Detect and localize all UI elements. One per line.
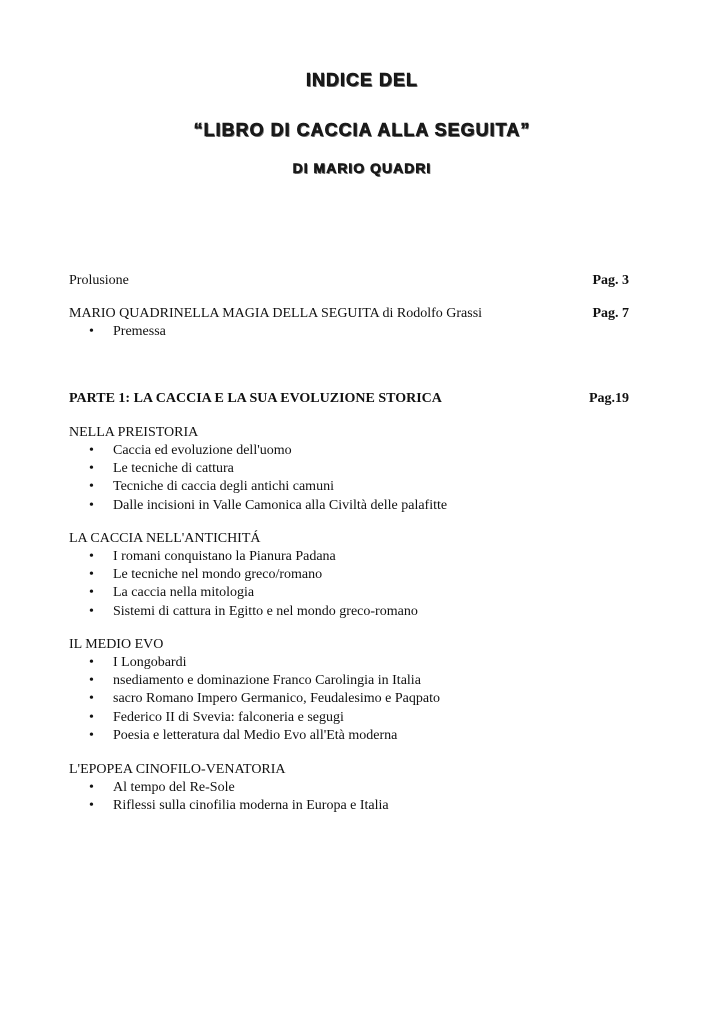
bullet-icon: • (89, 443, 94, 458)
section-heading-preistoria: NELLA PREISTORIA (69, 425, 199, 440)
toc-entry-parte-1 (69, 390, 629, 408)
bullet-icon: • (89, 798, 94, 814)
bullet-icon: • (89, 727, 94, 743)
list-item: • I Longobardi (69, 654, 440, 672)
section-list-medio-evo (69, 654, 440, 745)
section-list-epopea (69, 779, 389, 815)
list-item: • Le tecniche di cattura (69, 460, 447, 478)
toc-entry-magia (69, 305, 629, 323)
section-heading-medio-evo: IL MEDIO EVO (69, 637, 164, 652)
toc-page-ref: Pag.19 (588, 391, 629, 406)
bullet-icon: • (89, 479, 94, 495)
list-item: • Tecniche di caccia degli antichi camuni (69, 478, 447, 496)
bullet-icon: • (89, 603, 94, 619)
bullet-icon: • (89, 709, 94, 725)
list-item: • Sistemi di cattura in Egitto e nel mondo greco-romano (69, 603, 418, 621)
section-list-preistoria (69, 442, 447, 515)
bullet-icon: • (89, 673, 94, 689)
list-item: • Dalle incisioni in Valle Camonica alla Civiltà delle palafitte (69, 497, 447, 515)
bullet-icon: • (89, 655, 94, 670)
bullet-icon: • (89, 324, 94, 339)
bullet-icon: • (89, 567, 94, 583)
toc-page-ref: Pag. 3 (592, 273, 629, 288)
list-item: • nsediamento e dominazione Franco Carolingia in Italia (69, 672, 440, 690)
bullet-icon: • (89, 549, 94, 564)
toc-subitems-magia (69, 323, 166, 341)
list-item: • Premessa (69, 323, 166, 341)
section-heading-antichita: LA CACCIA NELL'ANTICHITÁ (69, 531, 261, 546)
toc-entry-label: Prolusione (69, 273, 129, 288)
list-item: • Poesia e letteratura dal Medio Evo all'Età moderna (69, 727, 440, 745)
list-item: • sacro Romano Impero Germanico, Feudalesimo e Paqpato (69, 690, 440, 708)
list-item: • Federico II di Svevia: falconeria e segugi (69, 709, 440, 727)
list-item: • Le tecniche nel mondo greco/romano (69, 566, 418, 584)
toc-entry-prolusione (69, 272, 629, 290)
bullet-icon: • (89, 497, 94, 513)
title-line-1: INDICE DEL (305, 70, 418, 90)
section-heading-epopea: L'EPOPEA CINOFILO-VENATORIA (69, 762, 286, 777)
list-item: • Riflessi sulla cinofilia moderna in Europa e Italia (69, 797, 389, 815)
toc-page-ref: Pag. 7 (592, 306, 629, 321)
bullet-icon: • (89, 780, 94, 795)
bullet-icon: • (89, 585, 94, 601)
title-line-3: DI MARIO QUADRI (292, 160, 432, 176)
section-list-antichita (69, 548, 418, 621)
bullet-icon: • (89, 691, 94, 707)
list-item: • La caccia nella mitologia (69, 584, 418, 602)
list-item: • I romani conquistano la Pianura Padana (69, 548, 418, 566)
title-line-2: “LIBRO DI CACCIA ALLA SEGUITA” (193, 120, 531, 140)
bullet-icon: • (89, 461, 94, 477)
toc-entry-label: PARTE 1: LA CACCIA E LA SUA EVOLUZIONE STORICA (69, 391, 442, 406)
toc-entry-label: MARIO QUADRINELLA MAGIA DELLA SEGUITA di Rodolfo Grassi (69, 306, 483, 321)
list-item: • Al tempo del Re-Sole (69, 779, 389, 797)
list-item: • Caccia ed evoluzione dell'uomo (69, 442, 447, 460)
